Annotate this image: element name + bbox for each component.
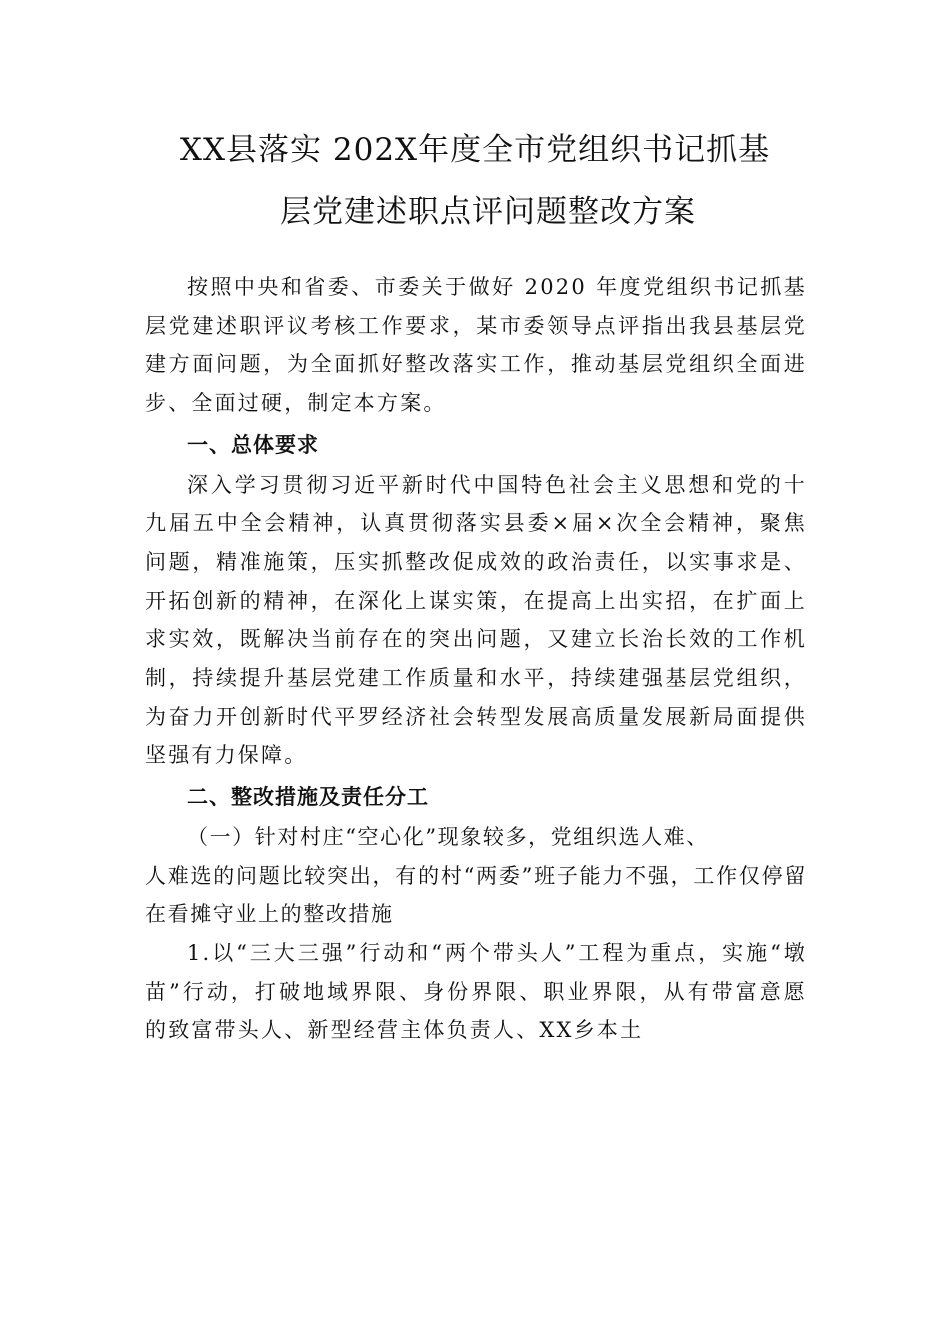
document-title-line-1: XX县落实 202X年度全市党组织书记抓基: [179, 132, 771, 168]
section-1-heading: 一、总体要求: [187, 432, 319, 457]
subsection-1-heading-rest: 人难选的问题比较突出，有的村“两委”班子能力不强，工作仅停留在看摊守业上的整改措施: [145, 863, 807, 927]
section-1-paragraph: 深入学习贯彻习近平新时代中国特色社会主义思想和党的十九届五中全会精神，认真贯彻落实县委×届×次全会精神，聚焦问题，精准施策，压实抓整改促成效的政治责任，以实事求是、开拓创新的精神，在深化上谋实策，在提高上出实招，在扩面上求实效，既解决当前存在的突出问题，又建立长治长效的工作机制，持续提升基层党建工作质量和水平，持续建强基层党组织，为奋力开创新时代平罗经济社会转型发展高质量发展新局面提供坚强有力保障。: [145, 472, 807, 768]
section-2-heading: 二、整改措施及责任分工: [187, 785, 429, 810]
document-body: [145, 268, 807, 1050]
intro-paragraph: 按照中央和省委、市委关于做好 2020 年度党组织书记抓基层党建述职评议考核工作要求，某市委领导点评指出我县基层党建方面问题，为全面抓好整改落实工作，推动基层党组织全面进步、全面过硬，制定本方案。: [145, 275, 807, 416]
document-title-line-2: 层党建述职点评问题整改方案: [280, 194, 696, 230]
subsection-1-heading-line-1: （一）针对村庄“空心化”现象较多，党组织选人难、: [187, 824, 709, 849]
subsection-1-heading: [145, 818, 807, 934]
item-1-paragraph: 1.以“三大三强”行动和“两个带头人”工程为重点，实施“墩苗”行动，打破地域界限、身份界限、职业界限，从有带富意愿的致富带头人、新型经营主体负责人、XX乡本土: [145, 940, 807, 1043]
